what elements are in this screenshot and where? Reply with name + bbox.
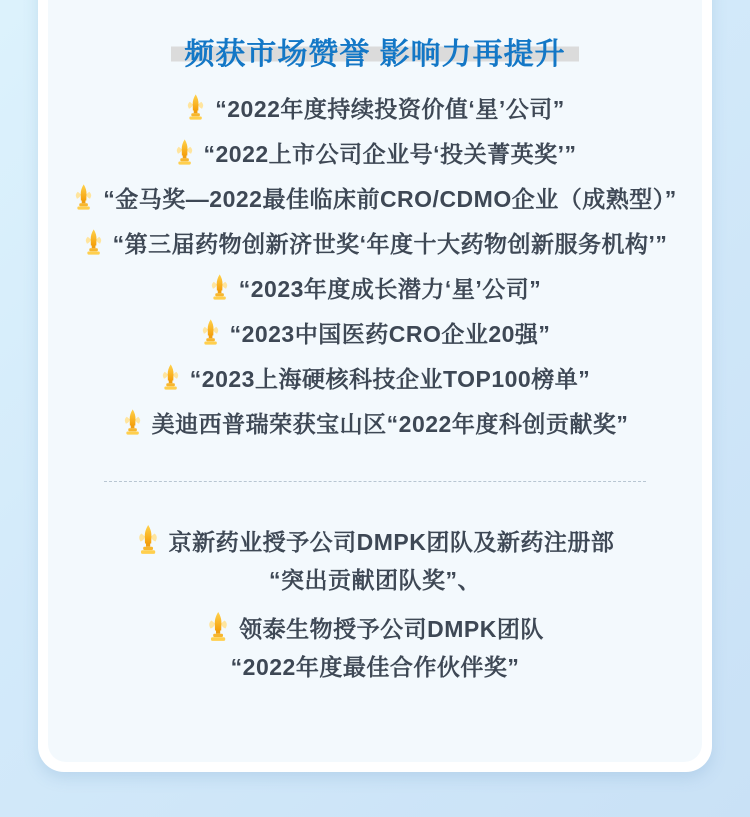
trophy-icon [209, 273, 230, 301]
award-text: “2022上市公司企业号‘投关菁英奖’” [203, 141, 577, 167]
team-award-line2 [0, 559, 750, 597]
trophy-icon [136, 524, 160, 555]
trophy-icon [73, 183, 94, 211]
award-list-item [0, 220, 750, 265]
awards-list [0, 85, 750, 445]
award-list-item [0, 355, 750, 400]
trophy-icon [200, 318, 221, 346]
award-list-item [0, 400, 750, 445]
dashed-divider [104, 481, 646, 482]
team-award-text: “2022年度最佳合作伙伴奖” [230, 653, 520, 680]
team-award-text: 领泰生物授予公司DMPK团队 [239, 615, 544, 642]
team-award-text: 京新药业授予公司DMPK团队及新药注册部 [168, 528, 615, 555]
team-award-line1 [0, 521, 750, 559]
trophy-icon [83, 228, 104, 256]
award-text: “2023年度成长潜力‘星’公司” [238, 276, 542, 302]
award-text: “金马奖—2022最佳临床前CRO/CDMO企业（成熟型）” [103, 186, 677, 212]
trophy-icon [160, 363, 181, 391]
trophy-icon [185, 93, 206, 121]
award-list-item [0, 265, 750, 310]
team-award-text: “突出贡献团队奖”、 [269, 566, 481, 593]
trophy-icon [206, 611, 230, 642]
award-text: “2023中国医药CRO企业20强” [229, 321, 551, 347]
award-list-item [0, 130, 750, 175]
team-award-item [0, 608, 750, 684]
team-award-line1 [0, 608, 750, 646]
team-award-item [0, 521, 750, 597]
award-list-item [0, 85, 750, 130]
award-list-item [0, 310, 750, 355]
award-text: 美迪西普瑞荣获宝山区“2022年度科创贡献奖” [151, 411, 629, 437]
award-list-item [0, 175, 750, 220]
team-award-line2 [0, 646, 750, 684]
page-title: 频获市场赞誉 影响力再提升 [184, 29, 565, 73]
award-text: “2023上海硬核科技企业TOP100榜单” [189, 366, 591, 392]
section-header [0, 29, 750, 73]
award-text: “2022年度持续投资价值‘星’公司” [215, 96, 565, 122]
trophy-icon [122, 408, 143, 436]
trophy-icon [174, 138, 195, 166]
award-text: “第三届药物创新济世奖‘年度十大药物创新服务机构’” [112, 231, 668, 257]
